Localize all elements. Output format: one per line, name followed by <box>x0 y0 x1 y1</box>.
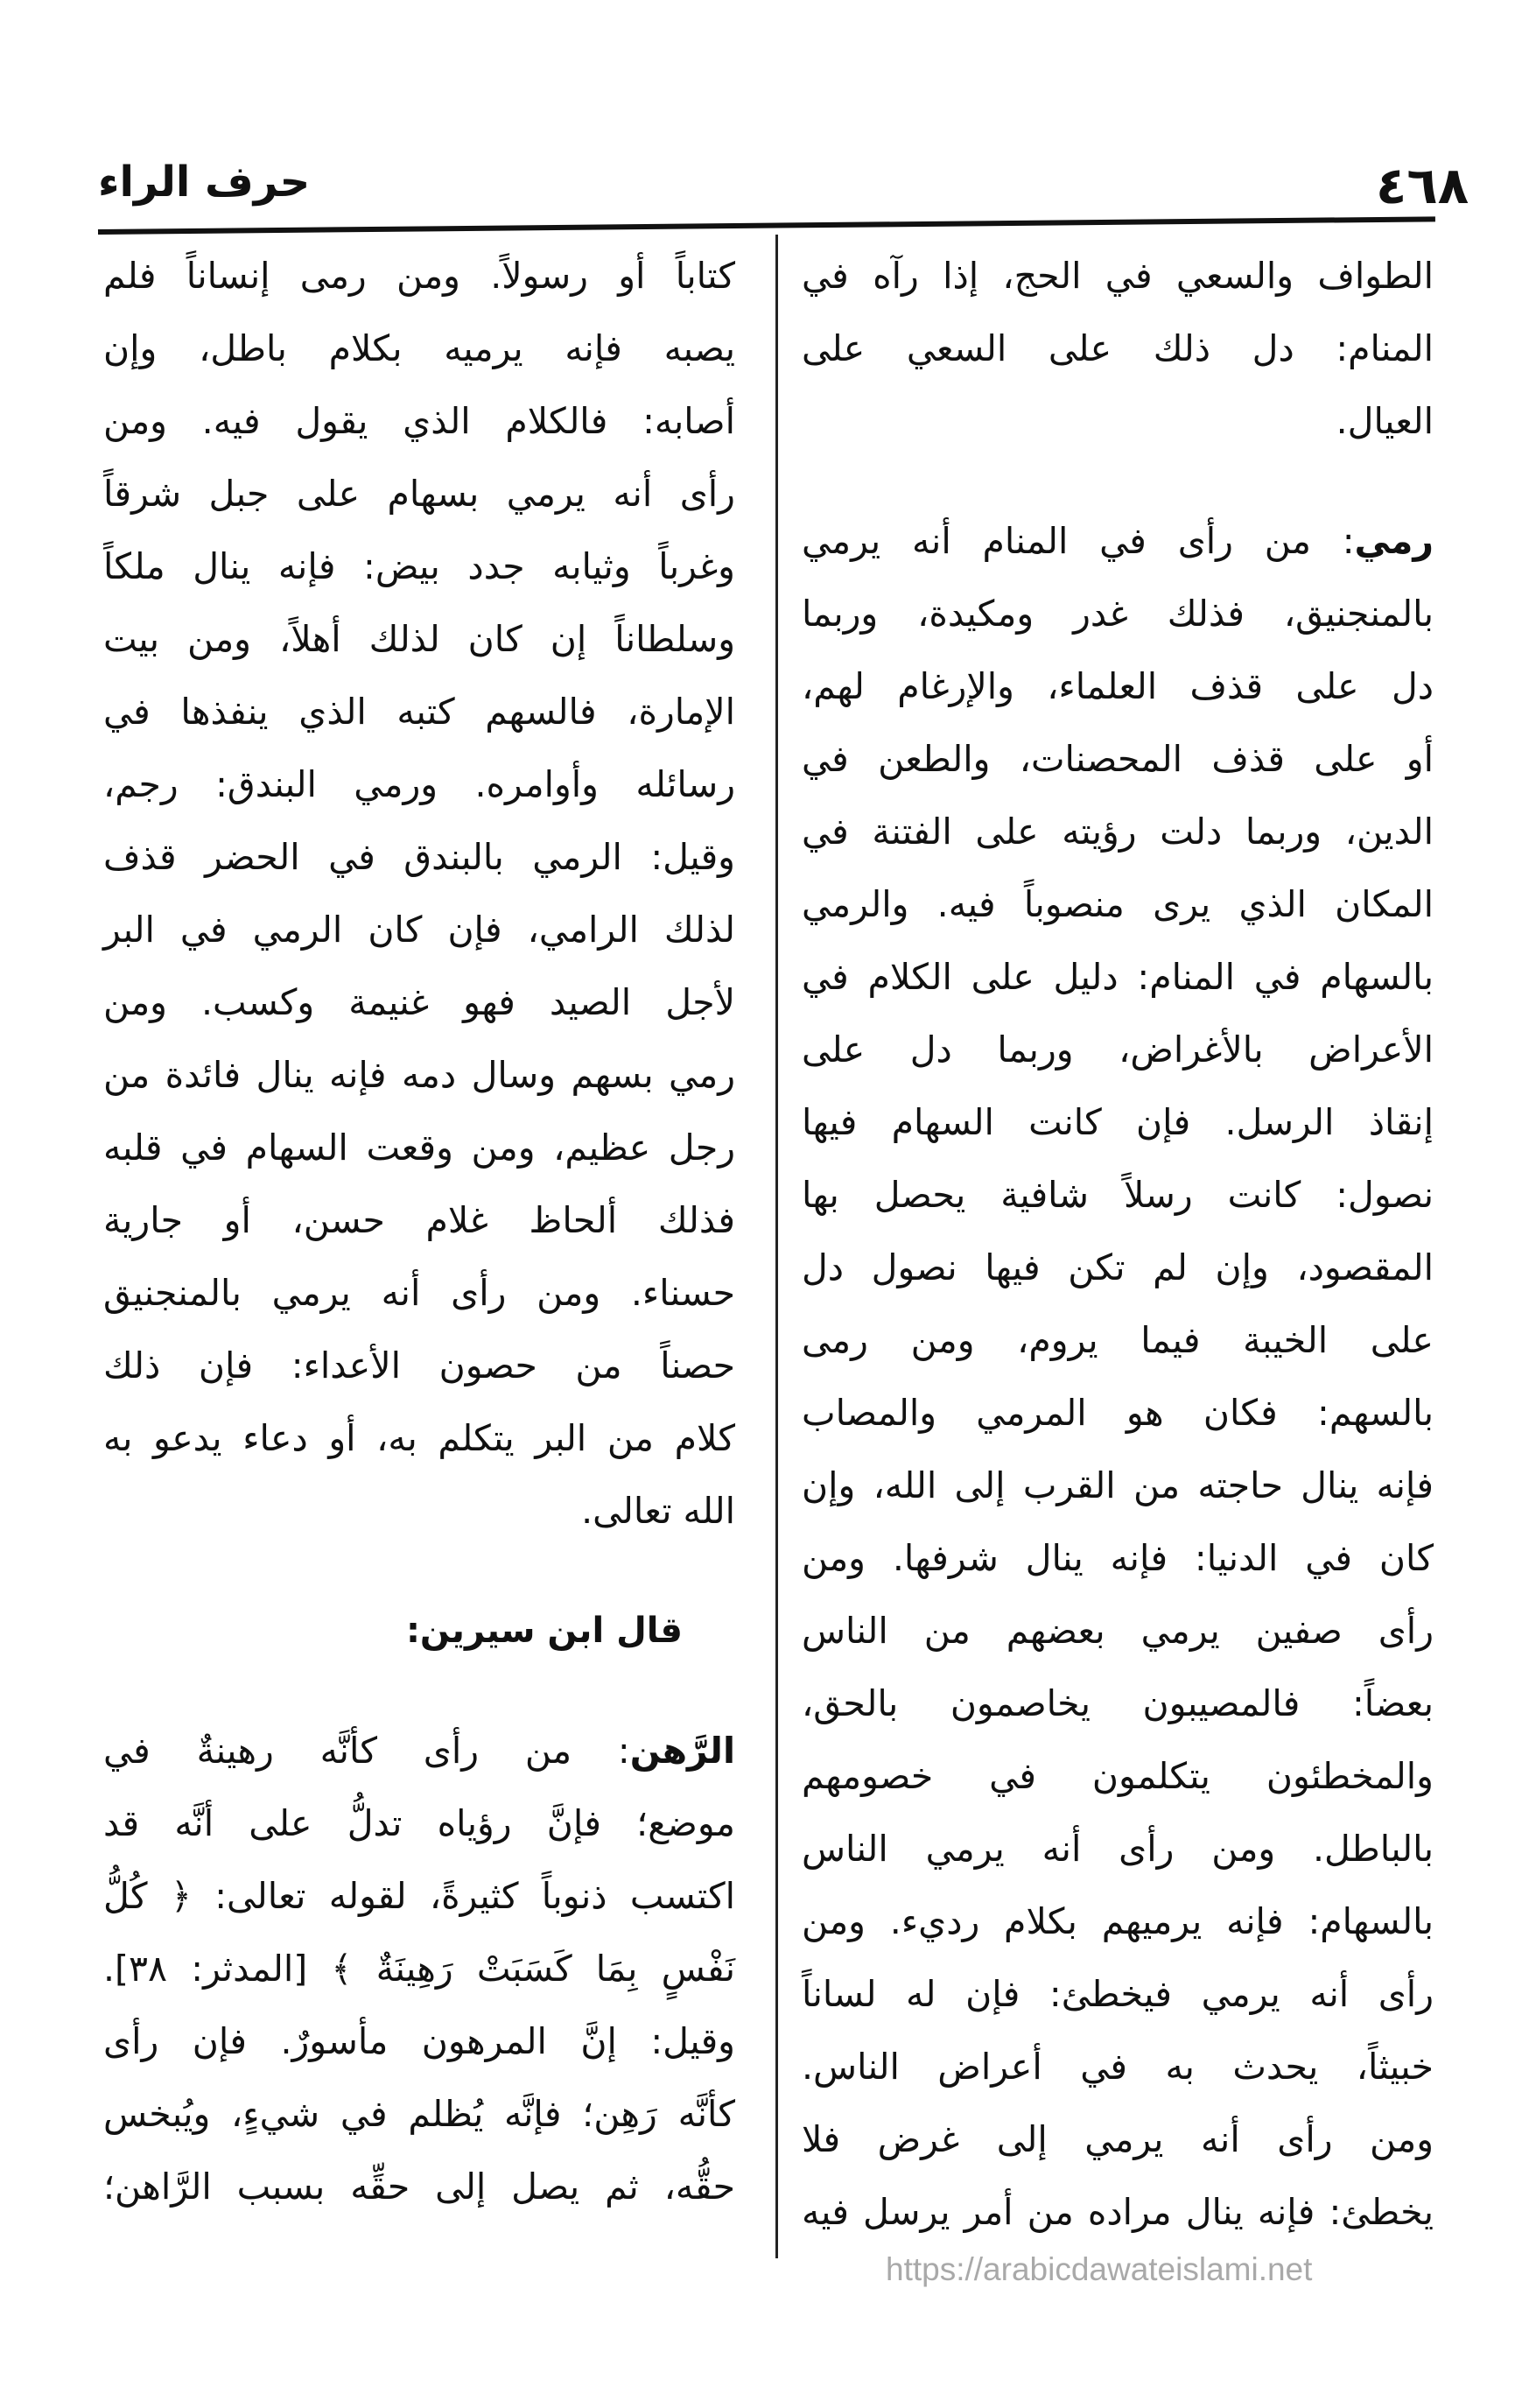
line-text: الله تعالى. <box>581 1490 735 1532</box>
text-line <box>802 1885 1434 1958</box>
line-text: خبيثاً، يحدث به في أعراض الناس. <box>802 2046 1434 2088</box>
text-line <box>103 894 735 966</box>
line-text: وقيل: الرمي بالبندق في الحضر قذف <box>103 836 735 878</box>
text-line <box>103 1715 735 1787</box>
column-divider <box>775 235 778 2258</box>
running-title: حرف الراء <box>98 158 311 207</box>
text-line <box>103 1257 735 1330</box>
text-line <box>802 312 1434 385</box>
text-line <box>802 1232 1434 1304</box>
text-line <box>103 1039 735 1112</box>
line-text: أصابه: فالكلام الذي يقول فيه. ومن <box>103 400 735 442</box>
text-line <box>103 1933 735 2005</box>
text-line <box>802 796 1434 868</box>
line-text: لأجل الصيد فهو غنيمة وكسب. ومن <box>103 981 735 1023</box>
text-line <box>103 748 735 821</box>
line-text: كأنَّه رَهِن؛ فإنَّه يُظلم في شيءٍ، ويُبخس <box>103 2093 735 2135</box>
text-line <box>103 312 735 385</box>
paragraph <box>103 240 735 1548</box>
page-number: ٤٦٨ <box>1376 156 1469 215</box>
line-text: رمي بسهم وسال دمه فإنه ينال فائدة من <box>103 1054 735 1096</box>
line-text: حسناء. ومن رأى أنه يرمي بالمنجنيق <box>103 1272 735 1314</box>
paragraph <box>802 505 1434 2249</box>
text-line <box>802 941 1434 1014</box>
line-text: نَفْسٍ بِمَا كَسَبَتْ رَهِينَةٌ ﴾ [المدثر: ٣٨]. <box>103 1948 735 1990</box>
line-text: والمخطئون يتكلمون في خصومهم <box>802 1755 1434 1797</box>
paragraph <box>103 1715 735 2223</box>
line-text: ومن رأى أنه يرمي إلى غرض فلا <box>802 2118 1434 2160</box>
line-text: يصبه فإنه يرميه بكلام باطل، وإن <box>103 327 735 369</box>
line-text: رجل عظيم، ومن وقعت السهام في قلبه <box>103 1127 735 1169</box>
line-text: دل على قذف العلماء، والإرغام لهم، <box>802 665 1434 707</box>
text-line <box>802 385 1434 458</box>
line-text: يخطئ: فإنه ينال مراده من أمر يرسل فيه <box>802 2191 1434 2233</box>
text-line <box>103 1475 735 1548</box>
left-column <box>103 240 735 2271</box>
text-line <box>802 1304 1434 1377</box>
entry-term: الرَّهن <box>629 1730 735 1772</box>
text-line <box>103 240 735 312</box>
text-line <box>802 1740 1434 1813</box>
line-text: الإمارة، فالسهم كتبه الذي ينفذها في <box>103 691 735 733</box>
line-text: : من رأى في المنام أنه يرمي <box>802 520 1355 562</box>
text-line <box>802 505 1434 578</box>
paragraph <box>802 240 1434 458</box>
text-line <box>103 458 735 530</box>
line-text: نصول: كانت رسلاً شافية يحصل بها <box>802 1174 1434 1216</box>
text-line <box>103 1184 735 1257</box>
text-line <box>802 2103 1434 2176</box>
line-text: قال ابن سيرين: <box>405 1611 683 1651</box>
line-text: فذلك ألحاظ غلام حسن، أو جارية <box>103 1199 735 1241</box>
text-line <box>103 1330 735 1402</box>
text-line <box>103 1112 735 1184</box>
text-line <box>802 240 1434 312</box>
line-text: الدين، وربما دلت رؤيته على الفتنة في <box>802 811 1434 853</box>
text-line <box>103 1595 735 1667</box>
text-line <box>103 603 735 676</box>
line-text: على الخيبة فيما يروم، ومن رمى <box>802 1319 1434 1361</box>
text-line <box>802 1014 1434 1086</box>
line-text: العيال. <box>1336 400 1434 442</box>
text-line <box>103 1402 735 1475</box>
line-text: بالمنجنيق، فذلك غدر ومكيدة، وربما <box>802 593 1434 635</box>
text-line <box>103 2078 735 2151</box>
text-line <box>802 723 1434 796</box>
text-line <box>802 1813 1434 1885</box>
line-text: وسلطاناً إن كان لذلك أهلاً، ومن بيت <box>103 618 735 660</box>
text-line <box>802 868 1434 941</box>
line-text: وقيل: إنَّ المرهون مأسورٌ. فإن رأى <box>103 2020 735 2062</box>
line-text: رأى أنه يرمي بسهام على جبل شرقاً <box>103 473 735 515</box>
header-rule <box>98 216 1435 235</box>
line-text: بالسهم: فكان هو المرمي والمصاب <box>802 1392 1434 1434</box>
text-line <box>802 1377 1434 1450</box>
text-line <box>103 676 735 748</box>
line-text: موضع؛ فإنَّ رؤياه تدلُّ على أنَّه قد <box>103 1802 735 1844</box>
line-text: اكتسب ذنوباً كثيرةً، لقوله تعالى: ﴿ كُلُّ <box>103 1875 735 1917</box>
line-text: لذلك الرامي، فإن كان الرمي في البر <box>103 909 735 951</box>
text-line <box>802 578 1434 650</box>
text-line <box>802 1450 1434 1522</box>
text-line <box>802 2031 1434 2103</box>
line-text: كتاباً أو رسولاً. ومن رمى إنساناً فلم <box>103 255 735 297</box>
text-line <box>802 1086 1434 1159</box>
text-line <box>103 2005 735 2078</box>
line-text: رأى صفين يرمي بعضهم من الناس <box>802 1610 1434 1652</box>
line-text: الأعراض بالأغراض، وربما دل على <box>802 1028 1434 1071</box>
text-line <box>802 1522 1434 1595</box>
line-text: المقصود، وإن لم تكن فيها نصول دل <box>802 1246 1434 1288</box>
text-line <box>103 530 735 603</box>
text-line <box>802 650 1434 723</box>
text-line <box>103 1860 735 1933</box>
text-line <box>103 2151 735 2223</box>
text-line <box>802 2176 1434 2249</box>
line-text: حقُّه، ثم يصل إلى حقِّه بسبب الرَّاهن؛ <box>103 2166 735 2208</box>
text-line <box>103 385 735 458</box>
line-text: المنام: دل ذلك على السعي على <box>802 327 1434 369</box>
line-text: حصناً من حصون الأعداء: فإن ذلك <box>103 1344 735 1387</box>
line-text: رسائله وأوامره. ورمي البندق: رجم، <box>103 763 735 805</box>
line-text: بالسهام في المنام: دليل على الكلام في <box>802 956 1434 998</box>
text-line <box>802 1159 1434 1232</box>
watermark-url: https://arabicdawateislami.net <box>886 2251 1313 2287</box>
line-text: إنقاذ الرسل. فإن كانت السهام فيها <box>802 1101 1434 1143</box>
section-heading <box>103 1595 735 1667</box>
line-text: رأى أنه يرمي فيخطئ: فإن له لساناً <box>802 1973 1434 2015</box>
line-text: بالباطل. ومن رأى أنه يرمي الناس <box>802 1828 1434 1870</box>
text-line <box>802 1595 1434 1667</box>
line-text: كان في الدنيا: فإنه ينال شرفها. ومن <box>802 1537 1434 1579</box>
line-text: بالسهام: فإنه يرميهم بكلام رديء. ومن <box>802 1900 1434 1942</box>
line-text: أو على قذف المحصنات، والطعن في <box>802 738 1434 780</box>
text-line <box>802 1667 1434 1740</box>
line-text: المكان الذي يرى منصوباً فيه. والرمي <box>802 883 1434 925</box>
line-text: فإنه ينال حاجته من القرب إلى الله، وإن <box>802 1464 1434 1506</box>
line-text: كلام من البر يتكلم به، أو دعاء يدعو به <box>103 1417 735 1459</box>
line-text: بعضاً: فالمصيبون يخاصمون بالحق، <box>802 1682 1434 1724</box>
text-line <box>802 1958 1434 2031</box>
text-line <box>103 821 735 894</box>
line-text: الطواف والسعي في الحج، إذا رآه في <box>802 255 1434 297</box>
line-text: : من رأى كأنَّه رهينةٌ في <box>103 1730 630 1772</box>
right-column <box>802 240 1434 2296</box>
text-line <box>103 966 735 1039</box>
line-text: وغرباً وثيابه جدد بيض: فإنه ينال ملكاً <box>103 545 735 587</box>
entry-term: رمي <box>1354 520 1434 562</box>
text-line <box>103 1787 735 1860</box>
